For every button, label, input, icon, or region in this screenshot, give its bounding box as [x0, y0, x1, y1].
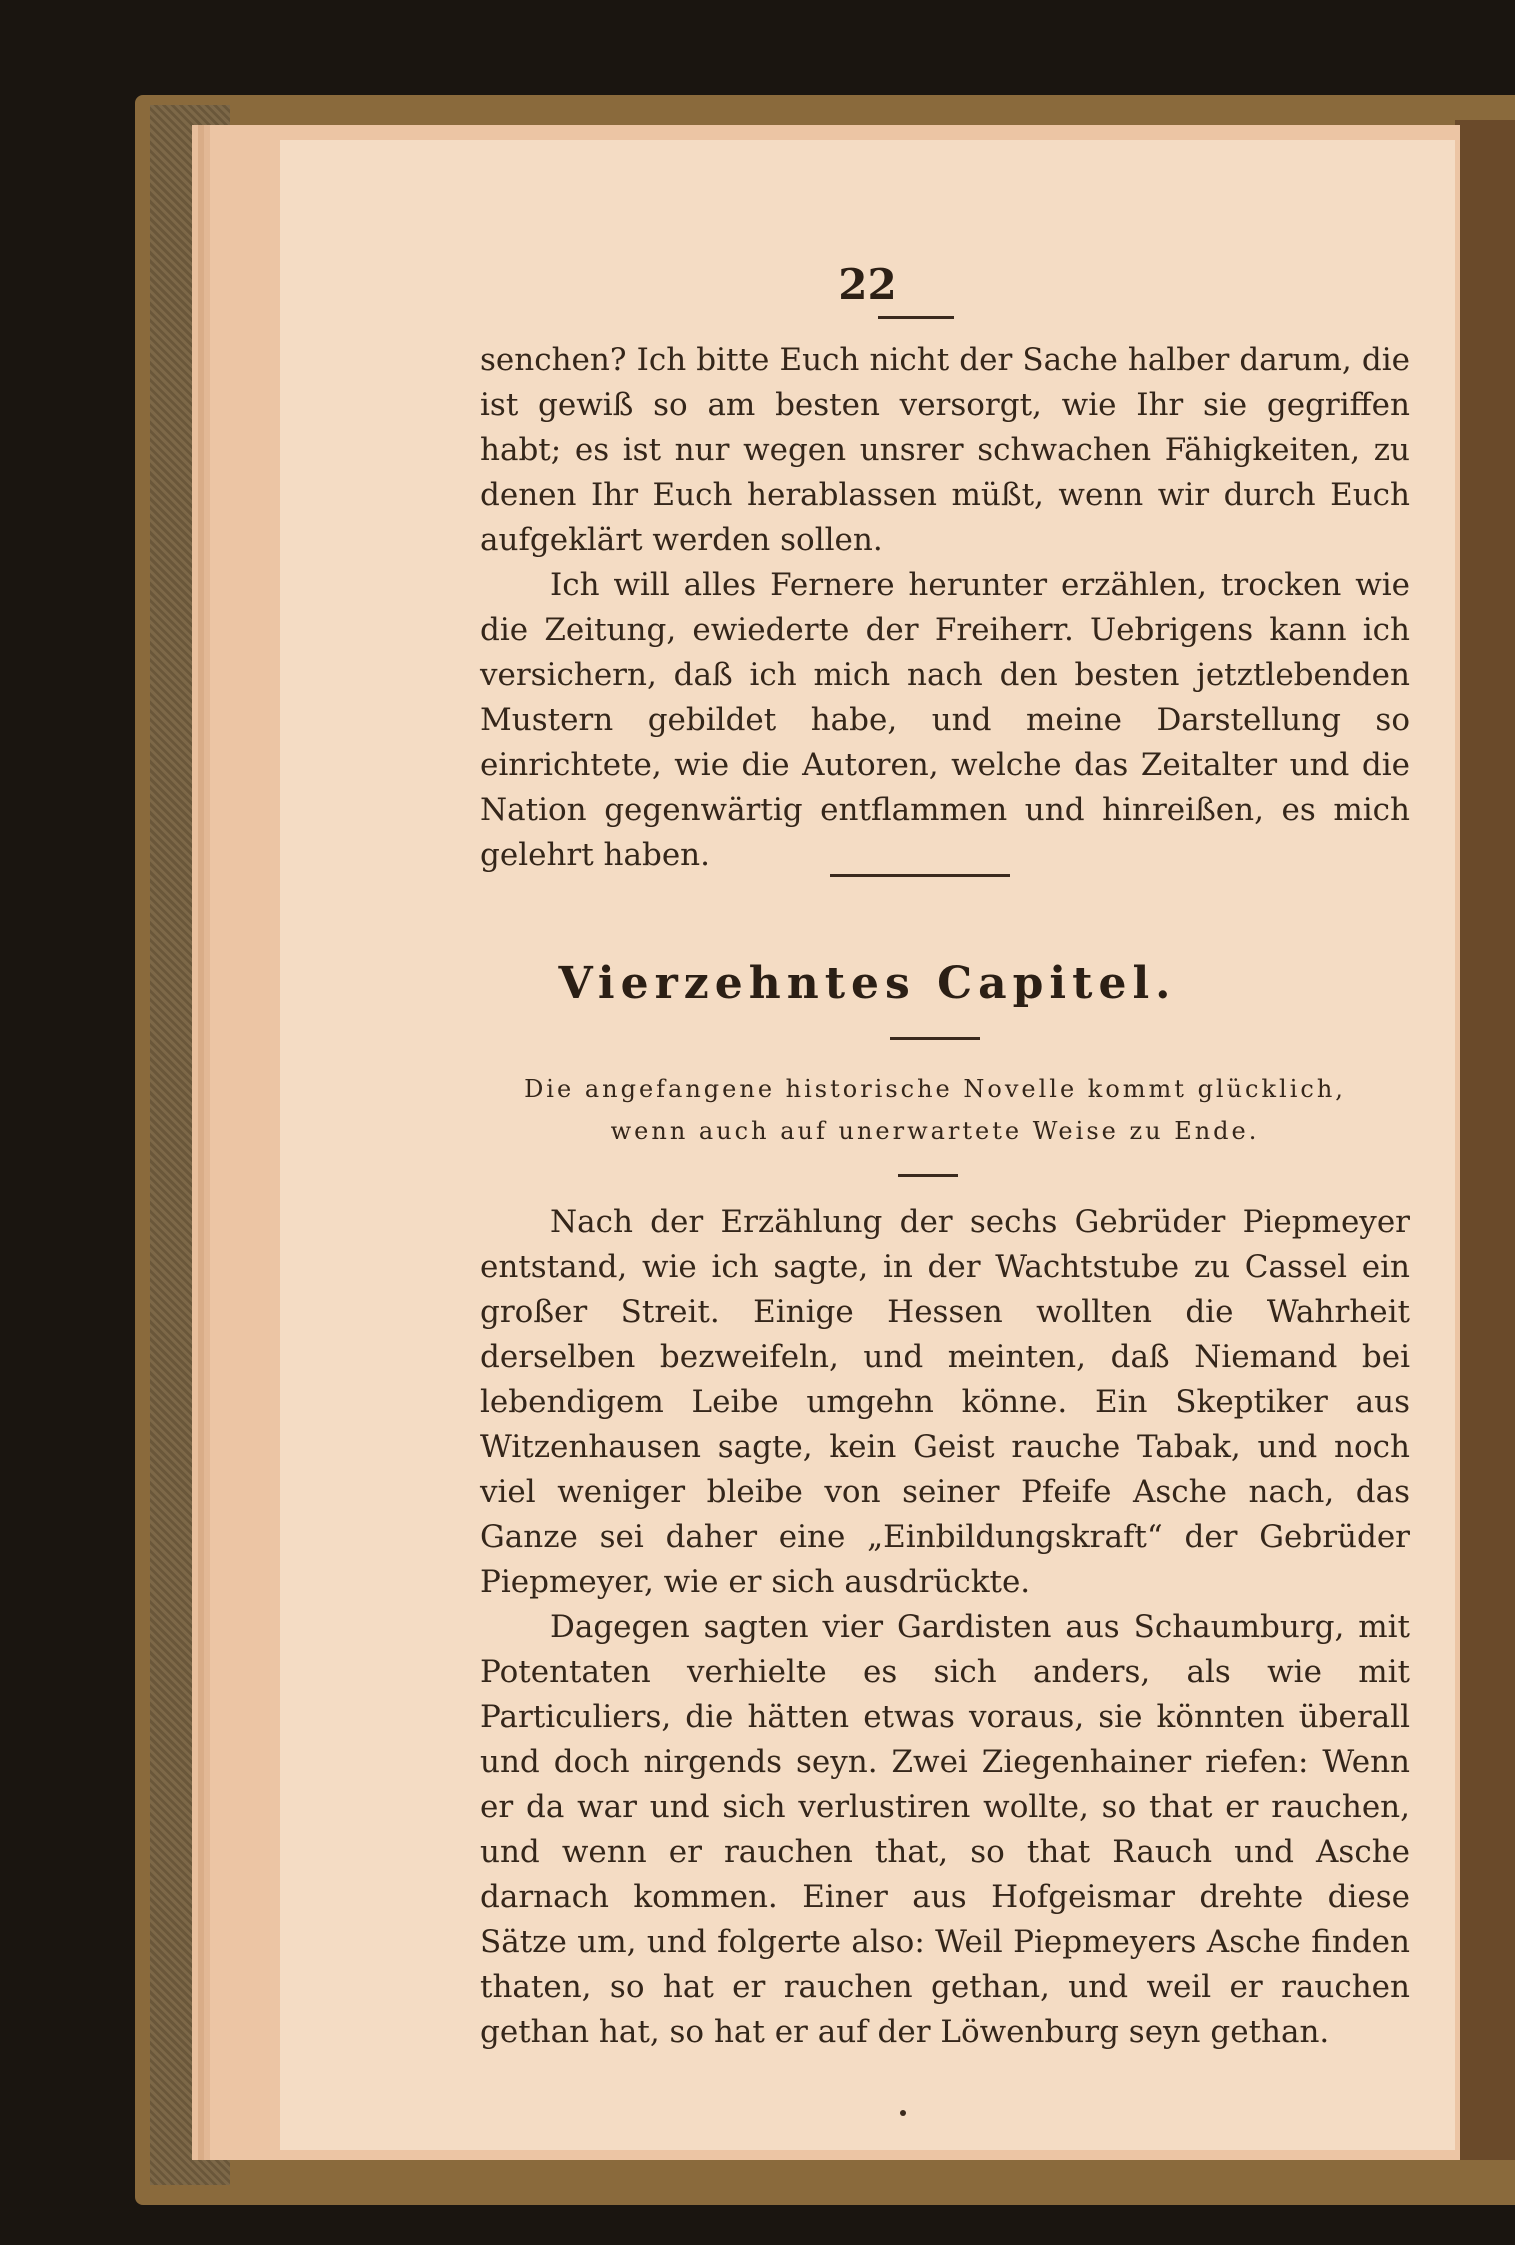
top-text-block — [480, 338, 1410, 878]
paragraph: Ich will alles Fernere herunter erzählen, trocken wie die Zeitung, ewiederte der Freiherr. Uebrigens kann ich versichern, daß ich mich nach den besten jetztlebenden Mustern gebildet habe, und meine Darstellung so einrichtete, wie die Autoren, welche das Zeitalter und die Nation gegenwärtig entflammen und hinreißen, es mich gelehrt haben. — [480, 567, 1410, 873]
paragraph: Nach der Erzählung der sechs Gebrüder Piepmeyer entstand, wie ich sagte, in der Wachtstube zu Cassel ein großer Streit. Einige Hessen wollten die Wahrheit derselben bezweifeln, und meinten, daß Niemand bei lebendigem Leibe umgehn könne. Ein Skeptiker aus Witzenhausen sagte, kein Geist rauche Tabak, und noch viel weniger bleibe von seiner Pfeife Asche nach, das Ganze sei daher eine „Einbildungskraft“ der Gebrüder Piepmeyer, wie er sich ausdrückte. — [480, 1204, 1410, 1600]
page-number-rule — [878, 316, 954, 319]
chapter-title: Vierzehntes Capitel. — [558, 958, 1177, 1009]
chapter-summary-line: wenn auch auf unerwartete Weise zu Ende. — [610, 1117, 1260, 1145]
chapter-summary-line: Die angefangene historische Novelle kommt glücklich, — [524, 1075, 1346, 1103]
chapter-text-block — [480, 1200, 1410, 2055]
paragraph: senchen? Ich bitte Euch nicht der Sache halber darum, die ist gewiß so am besten versorgt, wie Ihr sie gegriffen habt; es ist nur wegen unsrer schwachen Fähigkeiten, zu denen Ihr Euch herablassen müßt, wenn wir durch Euch aufgeklärt werden sollen. — [480, 342, 1410, 558]
page-number: 22 — [838, 260, 897, 309]
chapter-summary — [510, 1068, 1360, 1152]
catchword-mark — [900, 2110, 906, 2116]
chapter-title-rule — [890, 1037, 980, 1040]
paragraph: Dagegen sagten vier Gardisten aus Schaumburg, mit Potentaten verhielte es sich anders, als wie mit Particuliers, die hätten etwas voraus, sie könnten überall und doch nirgends seyn. Zwei Ziegenhainer riefen: Wenn er da war und sich verlustiren wollte, so that er rauchen, und wenn er rauchen that, so that Rauch und Asche darnach kommen. Einer aus Hofgeismar drehte diese Sätze um, und folgerte also: Weil Piepmeyers Asche finden thaten, so hat er rauchen gethan, und weil er rauchen gethan hat, so hat er auf der Löwenburg seyn gethan. — [480, 1609, 1410, 2050]
book-page — [280, 140, 1455, 2150]
chapter-summary-rule — [898, 1174, 958, 1177]
section-divider — [830, 874, 1010, 877]
facing-page-edge — [1455, 120, 1515, 2160]
